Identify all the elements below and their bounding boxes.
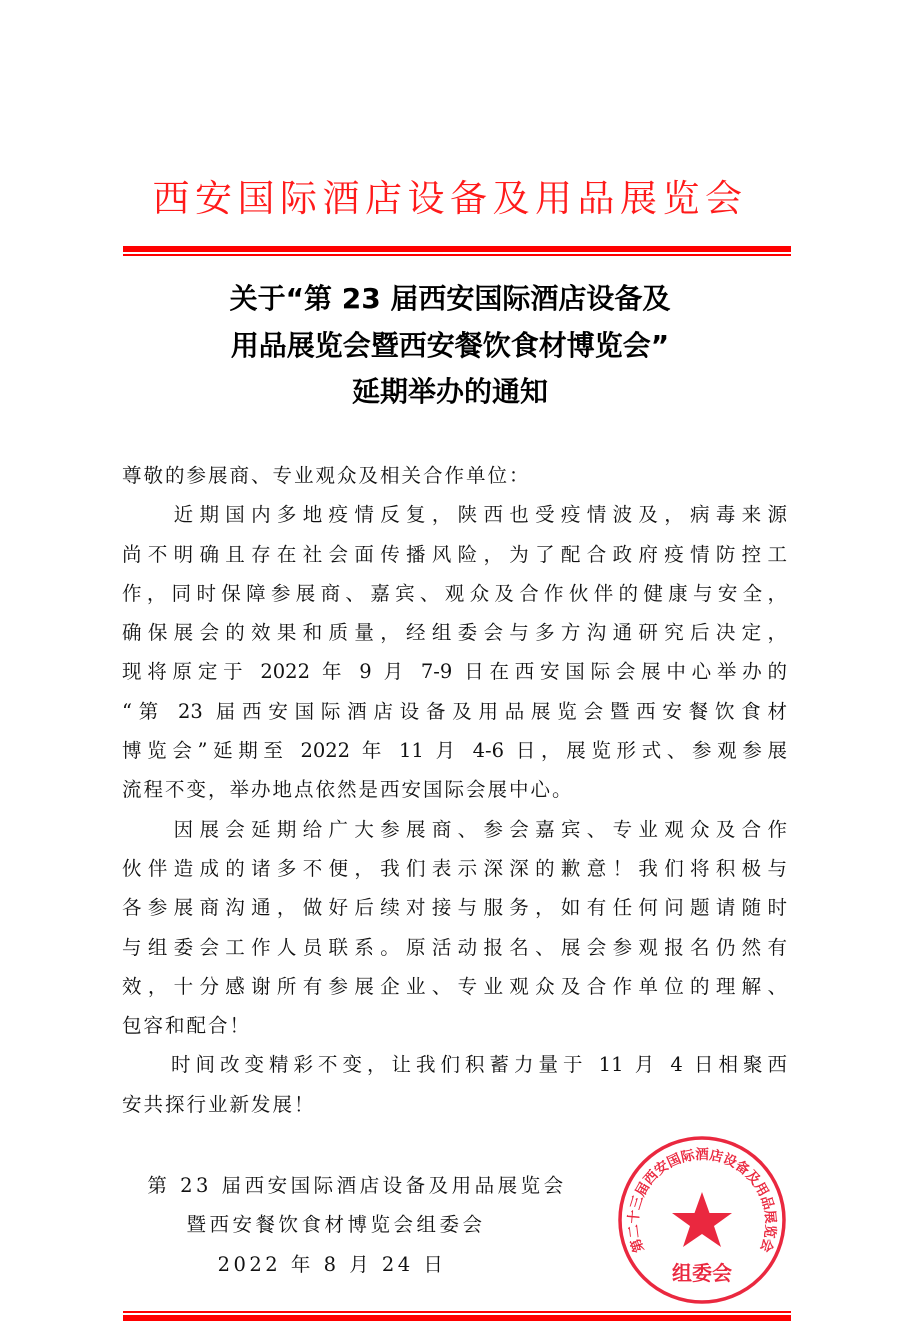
body-line: 尊敬的参展商、专业观众及相关合作单位：: [122, 464, 531, 487]
body-line: 博览会”延期至 2022 年 11 月 4-6 日，展览形式、参观参展: [122, 739, 787, 763]
organization-letterhead: 西安国际酒店设备及用品展览会: [152, 177, 748, 220]
official-seal: [616, 1134, 788, 1306]
body-line: 安共探行业新发展！: [122, 1092, 316, 1116]
header-rule-thin: [123, 254, 791, 256]
body-line: 效，十分感谢所有参展企业、专业观众及合作单位的理解、: [122, 974, 787, 998]
signature-org-line1: 第 23 届西安国际酒店设备及用品展览会: [147, 1174, 567, 1197]
body-line: 近期国内多地疫情反复，陕西也受疫情波及，病毒来源: [122, 503, 787, 527]
signature-block: [112, 1166, 602, 1284]
seal-center-text: 组委会: [672, 1261, 732, 1285]
body-line: 各参展商沟通，做好后续对接与服务，如有任何问题请随时: [122, 896, 787, 920]
footer-rule-thin: [123, 1311, 791, 1313]
title-line: 关于“第 23 届西安国际酒店设备及: [229, 282, 671, 315]
title-line: 用品展览会暨西安餐饮食材博览会”: [230, 328, 670, 362]
header-rule-thick: [123, 246, 791, 252]
signature-date: 2022 年 8 月 24 日: [217, 1252, 447, 1276]
footer-rule-thick: [123, 1315, 791, 1321]
notice-body: [122, 456, 787, 1124]
body-line: “第 23 届西安国际酒店设备及用品展览会暨西安餐饮食材: [122, 699, 787, 723]
signature-org-line2: 暨西安餐饮食材博览会组委会: [186, 1213, 486, 1237]
body-line: 时间改变精彩不变，让我们积蓄力量于 11 月 4 日相聚西: [122, 1053, 787, 1077]
body-line: 流程不变，举办地点依然是西安国际会展中心。: [122, 778, 574, 802]
body-line: 确保展会的效果和质量，经组委会与多方沟通研究后决定，: [122, 621, 787, 645]
title-line: 延期举办的通知: [351, 375, 548, 408]
notice-title: [0, 276, 900, 416]
seal-ring-text: 第二十三届西安国际酒店设备及用品展览会: [625, 1147, 779, 1255]
body-line: 与组委会工作人员联系。原活动报名、展会参观报名仍然有: [122, 935, 787, 959]
body-line: 伙伴造成的诸多不便，我们表示深深的歉意！我们将积极与: [122, 856, 787, 880]
body-line: 包容和配合！: [122, 1014, 252, 1038]
body-line: 因展会延期给广大参展商、参会嘉宾、专业观众及合作: [122, 817, 787, 841]
body-line: 现将原定于 2022 年 9 月 7-9 日在西安国际会展中心举办的: [122, 660, 787, 684]
body-line: 尚不明确且存在社会面传播风险，为了配合政府疫情防控工: [122, 542, 787, 566]
body-line: 作，同时保障参展商、嘉宾、观众及合作伙伴的健康与安全，: [122, 581, 787, 605]
star-icon: [672, 1192, 732, 1247]
